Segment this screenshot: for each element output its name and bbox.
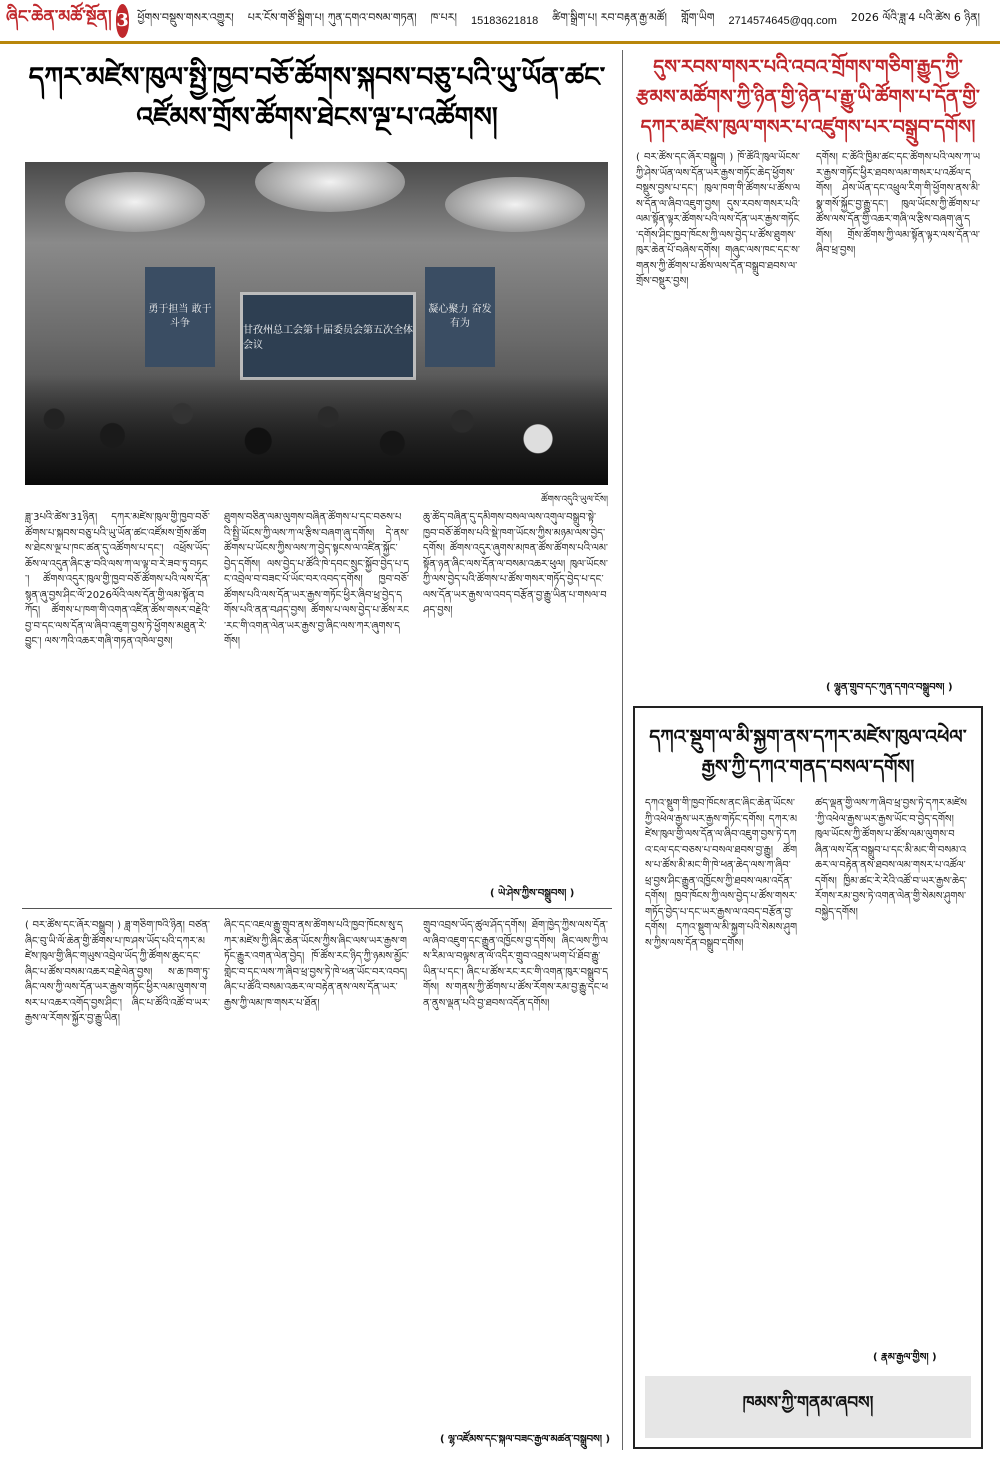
- right-column-2: དགོས། ང་ཚོའི་ཁྱིམ་ཚང་དང་ཚོགས་པའི་ལས་ཀ་ཡར་རྒྱས་གཏོང་ཕྱིར་ཐབས་ལམ་གསར་པ་འཚོལ་དགོས། ཤེས་ཡོན་དང་འཕྲུལ་རིག་གི་ཕྱོགས་ནས་མི་སྣ་གསོ་སྐྱོང་བྱ་རྒྱུ་དང་། ཁུལ་ཡོངས་ཀྱི་ཚོགས་པ་ཚོས་ལས་དོན་གྱི་འཆར་གཞི་ལ་རྩིས་བཞག་ཞུ་དགོས། གྲོས་ཚོགས་ཀྱི་ལམ་སྟོན་ལྟར་ལས་དོན་ལ་ཞིབ་ཕྲ་བྱས།: [816, 152, 980, 256]
- lead-byline: ( ཡེ་ཤེས་ཀྱིས་བསྒྲུབས། ): [490, 888, 575, 899]
- ceiling-light: [255, 162, 405, 212]
- phone-label: ཁ་པར།: [430, 11, 457, 24]
- paper-name: ཞིང་ཆེན་མཚོ་སྔོན།: [6, 6, 112, 27]
- masthead: [0, 0, 1000, 44]
- boxed-article: [633, 706, 983, 1449]
- photo-stage-screen: 甘孜州总工会第十届委员会第五次全体会议: [240, 292, 416, 380]
- boxed-column-1: དཀའ་སྡུག་གི་ཁྱབ་ཁོངས་ནང་ཞིང་ཆེན་ཡོངས་ཀྱི་འཕེལ་རྒྱས་ཡར་རྒྱས་གཏོང་དགོས། དཀར་མཛེས་ཁུལ་གྱི་ལས་དོན་ལ་ཞིབ་འཇུག་བྱས་ཏེ་དཀའ་ངལ་དང་བཅས་པ་བསལ་ཐབས་བྱ་རྒྱུ། ཚོགས་པ་ཚོས་མི་མང་གི་ཁེ་ཕན་ཆེད་ལས་ཀ་ཞིབ་ཕྲ་བྱས་ཤིང་རྒྱུན་འཁྱོངས་ཀྱི་ཐབས་ལམ་འདོན་དགོས། ཁྱབ་ཁོངས་ཀྱི་ལས་བྱེད་པ་ཚོས་གསར་གཏོད་བྱེད་པ་དང་ཡར་རྒྱས་ལ་འབད་བརྩོན་བྱ་དགོས། དཀའ་སྡུག་ལ་མི་སྐྱག་པའི་སེམས་ཤུགས་ཀྱིས་ལས་དོན་བསྒྲུབ་དགོས།: [645, 798, 797, 949]
- second-column-1: ( བར་ཚོས་དང་ཞོར་བསྒྲུབ། ) ཟླ་གཅིག་ཁའི་ཉིན། བཙན་ཞིང་བུ་ཡི་ལོ་ཆེན་གྱི་ཚོགས་པ་ཁ་ཤས་ཡོད་པའི་དཀར་མཛེས་ཁུལ་གྱི་ཞིང་གཡུས་འབྲེལ་ཡོད་ཀྱི་ཚོགས་ཆུང་དང་ཞིང་པ་ཚོས་བསམ་འཆར་བརྗེ་ལེན་བྱས། ས་ཆ་ཁག་ཏུ་ཞིང་ལས་ཀྱི་ལས་དོན་ཡར་རྒྱས་གཏོང་ཕྱིར་ལམ་ལུགས་གསར་པ་འཆར་འགོད་བྱས་ཤིང་། ཞིང་པ་ཚོའི་འཚོ་བ་ཡར་རྒྱས་ལ་རོགས་སྐྱོར་བྱ་རྒྱུ་ཡིན།: [25, 920, 210, 1024]
- page-editor: པར་ངོས་གཙོ་སྒྲིག་པ། ཀུན་དགའ་བསམ་གཏན།: [247, 11, 417, 24]
- email-label: གློག་ཡིག: [680, 11, 715, 24]
- boxed-headline: དཀའ་སྡུག་ལ་མི་སྐྱག་ནས་དཀར་མཛེས་ཁུལ་འཕེལ་རྒྱས་ཀྱི་དཀའ་གནད་བསལ་དགོས།: [649, 726, 967, 778]
- lead-column-3: ཆུ་ཚོད་བཞིན་དུ་དམིགས་བསལ་ལས་འགུལ་བསྒྲུབ་སྟེ་ཁྱབ་བཅོ་ཚོགས་པའི་སྡེ་ཁག་ཡོངས་ཀྱིས་མཉམ་ལས་བྱེད་དགོས། ཚོགས་འདུར་ཞུགས་མཁན་ཚོས་ཚོགས་པའི་ལམ་སྟོན་ཉན་ཞིང་ལས་དོན་ལ་བསམ་འཆར་ཕུལ། ཁུལ་ཡོངས་ཀྱི་ལས་བྱེད་པའི་ཚོགས་པ་ཚོས་གསར་གཏོད་བྱེད་པ་དང་ལས་དོན་ཡར་རྒྱས་ལ་འབད་བརྩོན་བྱ་རྒྱུ་ཡིན་པ་གསལ་བཤད་བྱས།: [423, 512, 608, 616]
- photo-caption: ཚོགས་འདུའི་ཡུལ་ངོས།: [541, 495, 608, 505]
- news-photo: [25, 162, 608, 485]
- phone-number: 15183621818: [470, 14, 539, 27]
- photo-banner-left: 勇于担当 敢于斗争: [145, 267, 215, 367]
- ceiling-light: [445, 177, 585, 232]
- second-column-3: གྲུབ་འབྲས་ཡོད་ཚུལ་ཤོད་དགོས། ཐོག་ཁྱེད་ཀྱིས་ལས་དོན་ལ་ཞིབ་འཇུག་དང་རྒྱུན་འཁྱོངས་བྱ་དགོས། ཞིང་ལས་ཀྱི་ལས་རིམ་ལ་བལྟས་ན་ལོ་འདིར་གྲུབ་འབྲས་ཡག་པོ་ཐོབ་རྒྱུ་ཡིན་པ་དང་། ཞིང་པ་ཚོས་རང་རང་གི་འགན་ཁུར་བསྒྲུབ་དགོས། ས་གནས་ཀྱི་ཚོགས་པ་ཚོས་རོགས་རམ་བྱ་རྒྱུ་དང་ཕན་ནུས་ལྡན་པའི་བྱ་ཐབས་འདོན་དགོས།: [423, 920, 608, 1009]
- photo-banner-right: 凝心聚力 奋发有为: [425, 267, 495, 367]
- section-divider: [22, 908, 612, 909]
- lead-column-1: ཟླ་3པའི་ཚེས་31ཉིན། དཀར་མཛེས་ཁུལ་གྱི་ཁྱབ་བཅོ་ཚོགས་པ་སྐབས་བཅུ་པའི་ཡུ་ཡོན་ཚང་འཛོམས་གྲོས་ཚོགས་ཐེངས་ལྔ་པ་ཁང་ཚན་དུ་འཚོགས་པ་དང་། འཕྲོས་ཡོད་ཆོས་ལ་འདུན་ཞིང་རྩ་བའི་ལས་ཀ་ལ་ལྟ་བ་རེ་ཟབ་ཏུ་བཏང་། ཚོགས་འདུར་ཁུལ་གྱི་ཁྱབ་བཅོ་ཚོགས་པའི་ལས་དོན་སྙན་ཞུ་བྱས་ཤིང་ལོ་2026ལོའི་ལས་དོན་གྱི་ལམ་སྟོན་བཀོད། ཚོགས་པ་ཁག་གི་འགན་འཛིན་ཚོས་གསར་བརྗེའི་བྱ་བ་དང་ལས་དོན་ལ་ཞིབ་འཇུག་བྱས་ཏེ་ཕྱོགས་མཐུན་རེ་བྱུང་། ལས་ཀའི་འཆར་གཞི་གཏན་འཁེལ་བྱས།: [25, 512, 210, 647]
- second-byline: ( ལྷ་འཛོམས་དང་སྐལ་བཟང་རྒྱལ་མཚན་བསྒྲུབས། ): [440, 1434, 611, 1445]
- issue-date: 2026 ལོའི་ཟླ་4 པའི་ཚེས 6 ཉིན།: [850, 11, 980, 24]
- audience: [25, 375, 608, 485]
- page-number-badge: 3: [116, 4, 130, 38]
- proofreader: ཚིག་སྒྲིག་པ། རབ་བརྟན་རྒྱ་མཚོ།: [552, 11, 667, 24]
- right-byline: ( ལྷུན་གྲུབ་དང་ཀུན་དགའ་བསྒྲུབས། ): [826, 682, 953, 693]
- lead-headline: དཀར་མཛེས་ཁུལ་སྤྱི་ཁྱབ་བཅོ་ཚོགས་སྐབས་བཅུ་པའི་ཡུ་ཡོན་ཚང་འཛོམས་གྲོས་ཚོགས་ཐེངས་ལྔ་པ་འཚོགས།: [28, 62, 606, 133]
- section-name: ཕྱོགས་བསྡུས་གསར་འགྱུར།: [137, 11, 234, 24]
- column-rule: [622, 50, 623, 1450]
- second-column-2: ཞིང་དང་འཇལ་རྒྱུ་གྲུབ་ནས་ཚོགས་པའི་ཁྱབ་ཁོངས་སུ་དཀར་མཛེས་ཀྱི་ཞིང་ཆེན་ཡོངས་ཀྱིས་ཞིང་ལས་ཡར་རྒྱས་གཏོང་རྒྱུར་འགན་ལེན་བྱེད། ཁོ་ཚོས་རང་ཉིད་ཀྱི་ཉམས་མྱོང་གླེང་བ་དང་ལས་ཀ་ཞིབ་ཕྲ་བྱས་ཏེ་ཁེ་ཕན་ཡོང་བར་འབད། ཞིང་པ་ཚོའི་བསམ་འཆར་ལ་བརྟེན་ནས་ལས་དོན་ཡར་རྒྱས་ཀྱི་ལམ་ཁ་གསར་པ་ཐོན།: [224, 920, 409, 1009]
- boxed-column-2: ཚད་ལྡན་གྱི་ལས་ཀ་ཞིབ་ཕྲ་བྱས་ཏེ་དཀར་མཛེས་ཀྱི་འཕེལ་རྒྱས་ཡར་རྒྱས་ཡོང་བ་བྱེད་དགོས། ཁུལ་ཡོངས་ཀྱི་ཚོགས་པ་ཚོས་ལམ་ལུགས་བཞིན་ལས་དོན་བསྒྲུབ་པ་དང་མི་མང་གི་བསམ་འཆར་ལ་བརྟེན་ནས་ཐབས་ལམ་གསར་པ་འཚོལ་དགོས། ཁྱིམ་ཚང་རེ་རེའི་འཚོ་བ་ཡར་རྒྱས་ཆེད་རོགས་རམ་བྱས་ཏེ་འགན་ལེན་གྱི་སེམས་ཤུགས་བསྐྱེད་དགོས།: [815, 798, 967, 918]
- ceiling-light: [65, 172, 205, 232]
- right-column-1: ( བར་ཚོས་དང་ཞོར་བསྒྲུབ། ) ཁོ་ཚོའི་ཁུལ་ཡོངས་ཀྱི་ཤེས་ཡོན་ལས་དོན་ཡར་རྒྱས་གཏོང་ཆེད་ཕྱོགས་བསྡུས་བྱས་པ་དང་། ཁུལ་ཁག་གི་ཚོགས་པ་ཚོས་ལས་དོན་ལ་ཞིབ་འཇུག་བྱས། དུས་རབས་གསར་པའི་ལམ་སྟོན་ལྟར་ཚོགས་པའི་ལས་དོན་ཡར་རྒྱས་གཏོང་དགོས་ཤིང་ཁྱབ་ཁོངས་ཀྱི་ལས་བྱེད་པ་ཚོས་ཐུགས་ཁུར་ཆེན་པོ་བཞེས་དགོས། གཞུང་ལས་ཁང་དང་ས་གནས་ཀྱི་ཚོགས་པ་ཚོས་ལས་དོན་བསྒྲུབ་ཐབས་ལ་གྲོས་བསྡུར་བྱས།: [636, 152, 800, 287]
- boxed-byline: ( རྣམ་རྒྱལ་གྱིས། ): [873, 1352, 937, 1363]
- right-headline: དུས་རབས་གསར་པའི་འབའ་གྲོགས་གཅིག་རྒྱུད་ཀྱི་རྩམས་མཚོགས་ཀྱི་ཉིན་གྱི་ཉེན་པ་རྒྱུ་ཡི་ཚོགས་པ་དོན་གྱི་དཀར་མཛེས་ཁུལ་གསར་པ་འཛུགས་པར་བསྒྲུབ་དགོས།: [636, 56, 980, 138]
- email-address: 2714574645@qq.com: [728, 14, 837, 27]
- lead-column-2: ཐུགས་བཅིན་ལམ་ལུགས་བཞིན་ཚོགས་པ་དང་བཅས་པའི་སྤྱི་ཡོངས་ཀྱི་ལས་ཀ་ལ་རྩིས་བཞག་ཞུ་དགོས། དེ་ནས་ཚོགས་པ་ཡོངས་ཀྱིས་ལས་ཀ་བྱེད་སྟངས་ལ་འཛིན་སྐྱོང་བྱེད་དགོས། ལས་བྱེད་པ་ཚོའི་ཁེ་དབང་སྲུང་སྐྱོབ་བྱེད་པ་དང་འབྲེལ་བ་བཟང་པོ་ཡོང་བར་འབད་དགོས། ཁྱབ་བཅོ་ཚོགས་པའི་ལས་དོན་ཡར་རྒྱས་གཏོང་ཕྱིར་ཞིབ་ཕྲ་བྱེད་དགོས་པའི་ནན་བཤད་བྱས། ཚོགས་པ་ལས་བྱེད་པ་ཚོས་རང་རང་གི་འགན་ལེན་ཡར་རྒྱས་བྱ་ཞིང་ལས་ཀར་ཞུགས་དགོས།: [224, 512, 409, 647]
- column-title-box: ཁམས་ཀྱི་གནམ་ཞབས།: [645, 1376, 971, 1438]
